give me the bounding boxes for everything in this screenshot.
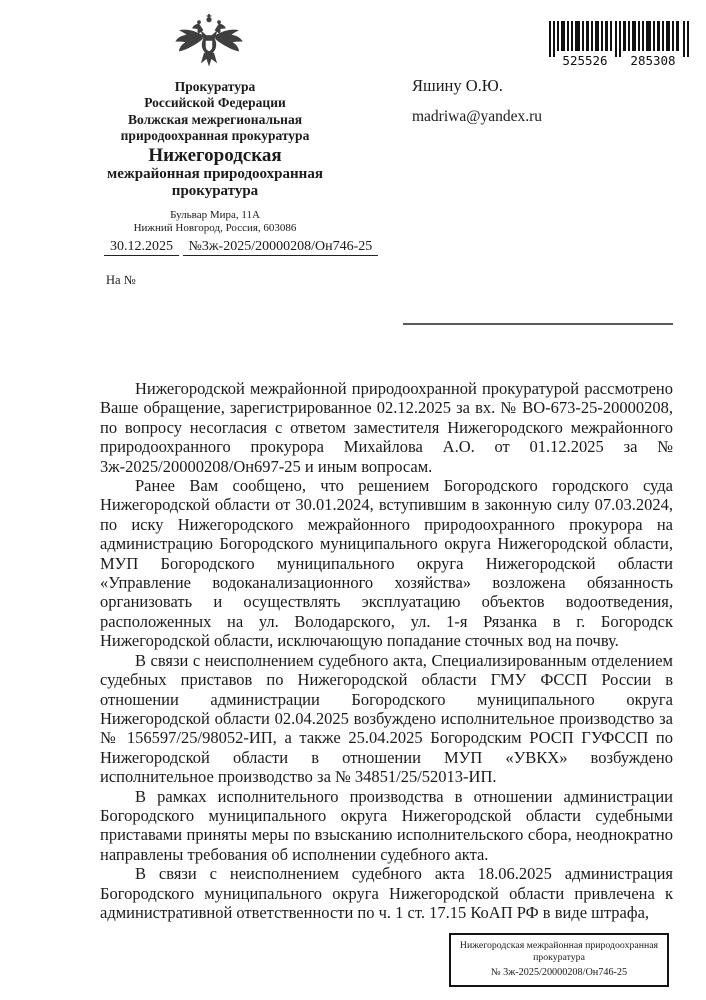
letterhead-org-line: Российской Федерации: [144, 95, 286, 111]
body-paragraph: В рамках исполнительного производства в отношении администрации Богородского муниципального округа Нижегородской области судебными приставами приняты меры по взысканию исполнительского сбора, неоднократно направлены требования об исполнении судебного акта.: [100, 786, 673, 864]
letterhead-org-lines: [70, 79, 360, 144]
letterhead-address-line: Нижний Новгород, Россия, 603086: [133, 221, 297, 234]
reference-number-prefix: На №: [106, 273, 136, 287]
stamp-number: № 3ж-2025/20000208/Он746-25: [490, 967, 628, 978]
letterhead-address: [70, 209, 360, 235]
letterhead-org-line: природоохранная прокуратура: [120, 127, 310, 143]
recipient-name: Яшину О.Ю.: [412, 76, 503, 95]
letter-date: 30.12.2025: [104, 239, 179, 256]
letterhead-org-line: Волжская межрегиональная: [127, 111, 303, 127]
letter-number: №3ж-2025/20000208/Он746-25: [183, 239, 379, 256]
letterhead-org-line: межрайонная природоохранная: [107, 166, 323, 183]
letterhead: [70, 79, 360, 234]
body-paragraph: Нижегородской межрайонной природоохранной прокуратурой рассмотрено Ваше обращение, зарегистрированное 02.12.2025 за вх. № ВО-673-25-20000208, по вопросу несогласия с ответом заместителя Нижегородского межрайонного природоохранного прокурора Михайлова А.О. от 01.12.2025 за № 3ж-2025/20000208/Он697-25 и иным вопросам.: [100, 379, 673, 476]
stamp-org-line: прокуратура: [533, 952, 585, 963]
recipient-underline-rule: [403, 323, 673, 325]
russia-coat-of-arms-icon: [168, 14, 250, 74]
letterhead-org-line: Прокуратура: [174, 79, 256, 94]
registration-stamp: [449, 933, 669, 987]
barcode-digits-left: 525526: [562, 53, 608, 68]
recipient-email: madriwa@yandex.ru: [412, 108, 543, 125]
outgoing-date-number-line: [104, 239, 378, 255]
barcode-bars: [549, 21, 689, 57]
barcode-digits-right: 285308: [630, 53, 676, 68]
stamp-org-line: Нижегородская межрайонная природоохранная: [459, 940, 659, 951]
letterhead-org-line: прокуратура: [171, 182, 259, 199]
body-paragraph: В связи с неисполнением судебного акта, Специализированным отделением судебных приставов по Нижегородской области ГМУ ФССП России в отношении администрации Богородского муниципального округа Нижегородской области 02.04.2025 возбуждено исполнительное производство за № 156597/25/98052-ИП, а также 25.04.2025 Богородским РОСП ГУФССП по Нижегородской области в отношении МУП «УВКХ» возбуждено исполнительное производство за № 34851/25/52013-ИП.: [100, 650, 673, 787]
letter-body: [100, 379, 673, 922]
letterhead-org-name-rest: [70, 166, 360, 200]
body-paragraph: В связи с неисполнением судебного акта 18.06.2025 администрация Богородского муниципального округа Нижегородской области привлечена к административной ответственности по ч. 1 ст. 17.15 КоАП РФ в виде штрафа,: [100, 864, 673, 922]
letterhead-address-line: Бульвар Мира, 11А: [170, 208, 260, 221]
letterhead-org-name: Нижегородская: [148, 145, 282, 167]
body-paragraph: Ранее Вам сообщено, что решением Богородского городского суда Нижегородской области от 30.01.2024, вступившим в законную силу 07.03.2024, по иску Нижегородского межрайонного природоохранного прокурора на администрацию Богородского муниципального округа Нижегородской области, МУП Богородского муниципального округа Нижегородской области «Управление водоканализационного хозяйства» возложена обязанность организовать и осуществлять эксплуатацию объектов водоотведения, расположенных на ул. Володарского, ул. 1-я Рязанка в г. Богородск Нижегородской области, исключающую попадание сточных вод на почву.: [100, 476, 673, 651]
barcode: [549, 21, 691, 74]
